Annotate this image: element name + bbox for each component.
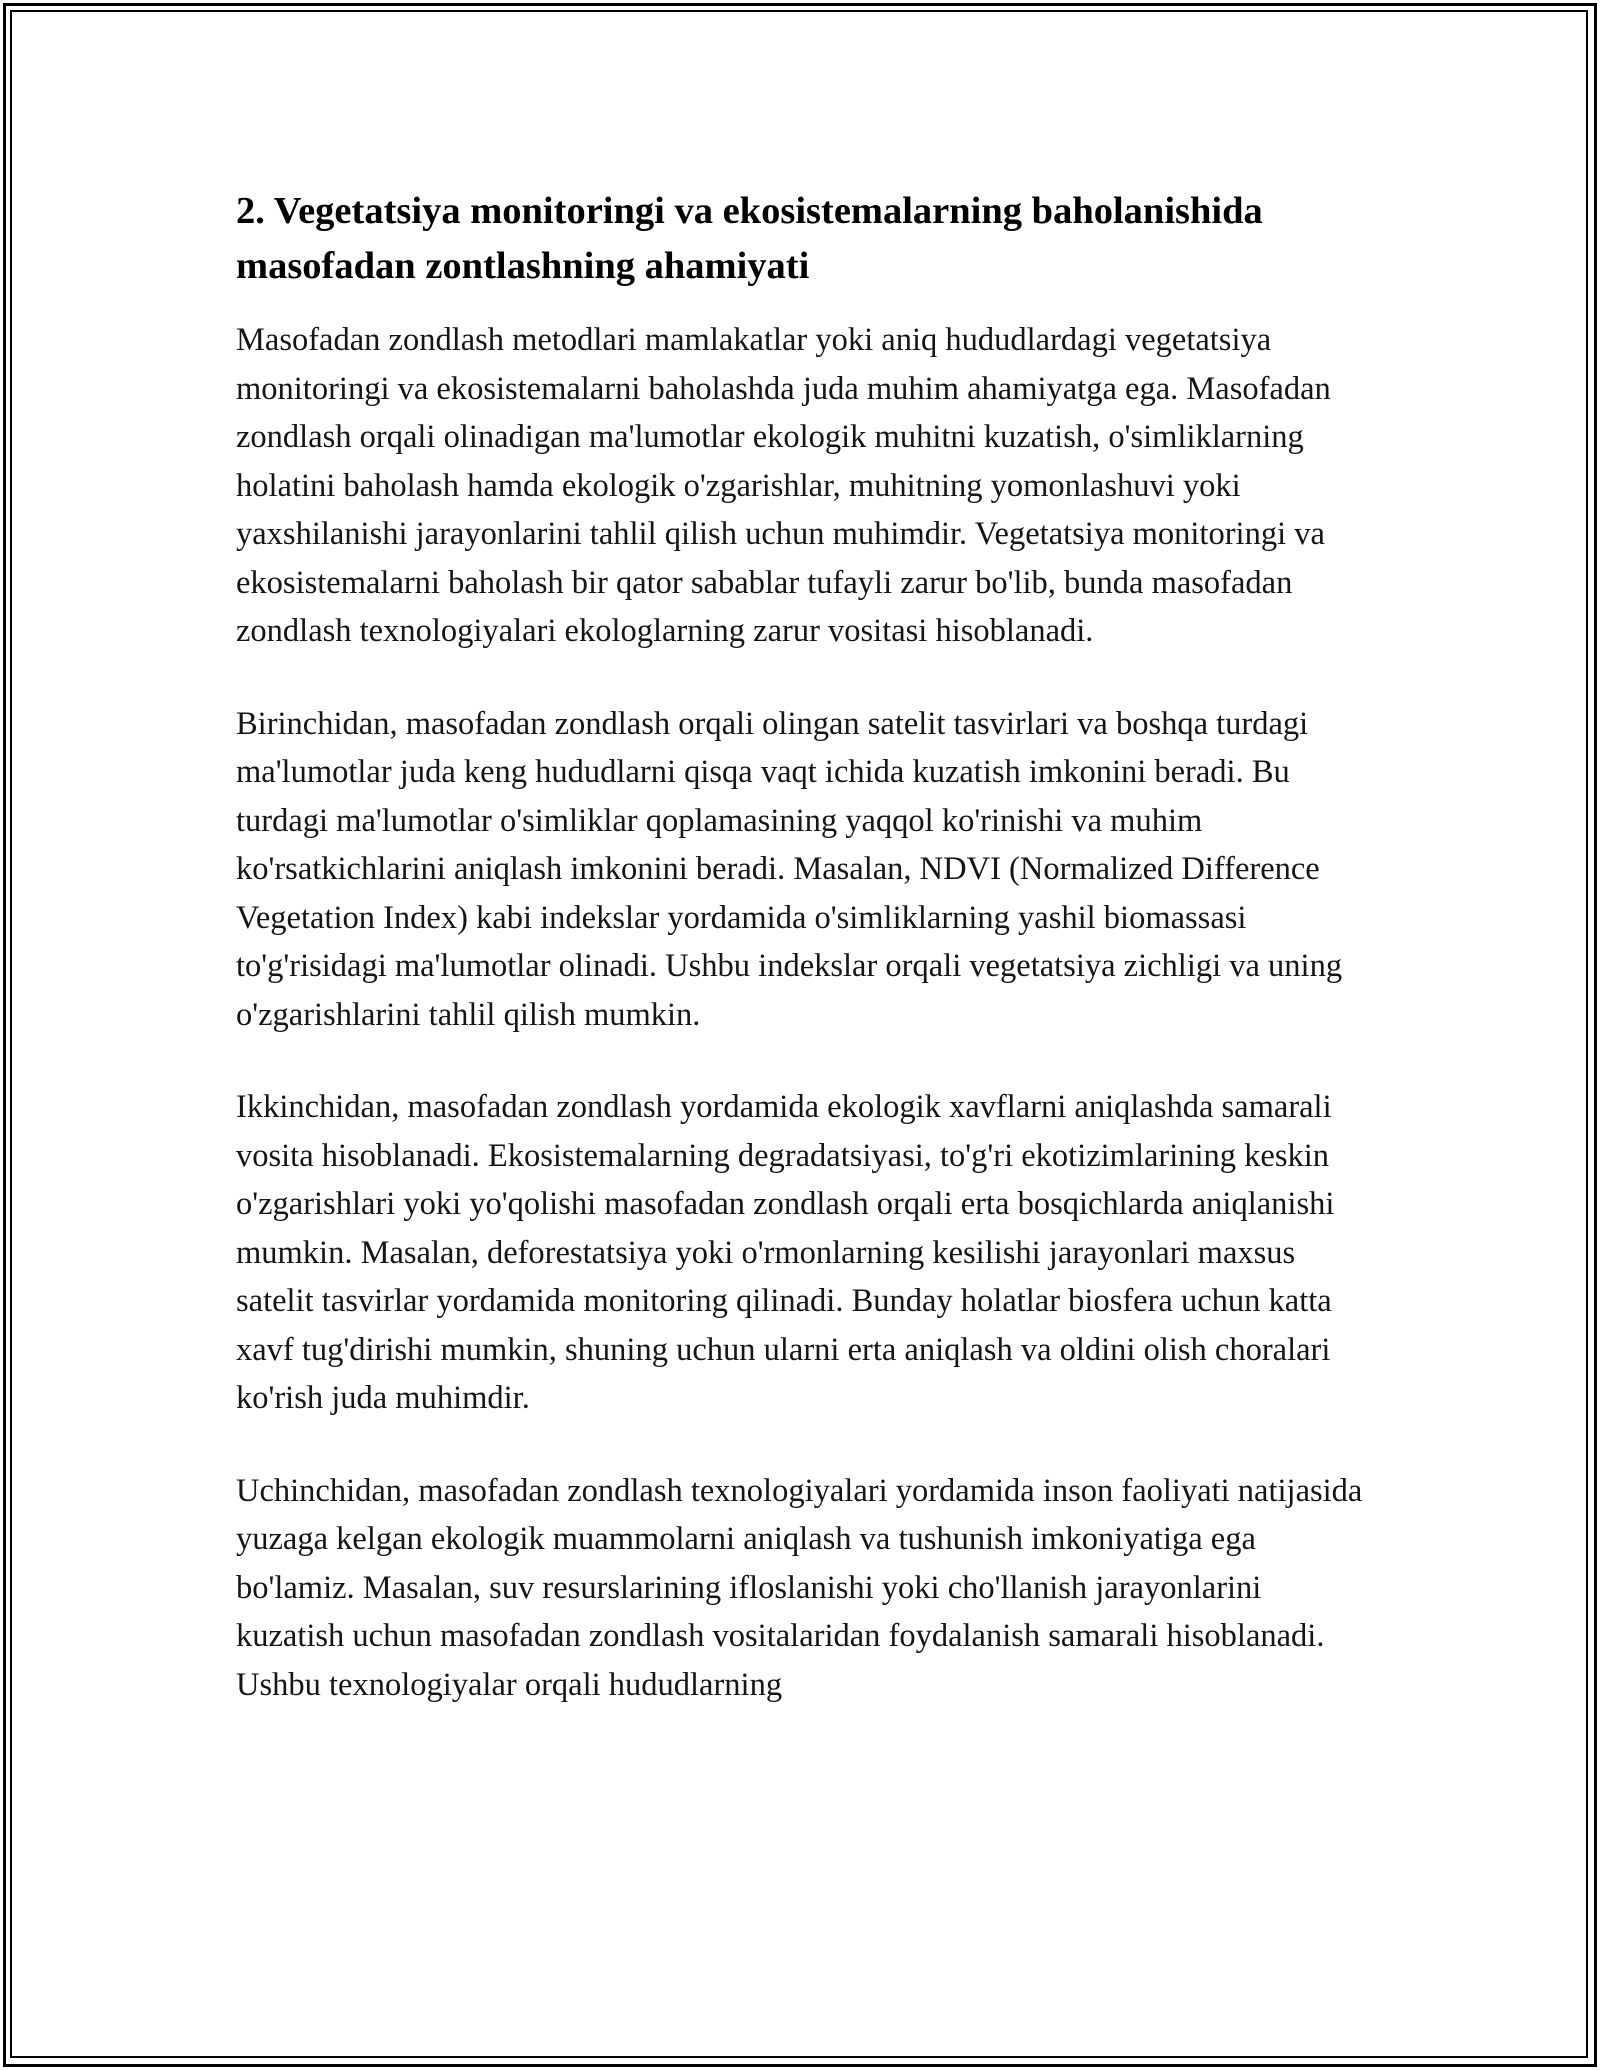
document-body <box>236 184 1376 1753</box>
paragraph-intro: Masofadan zondlash metodlari mamlakatlar yoki aniq hududlardagi vegetatsiya monitoringi va ekosistemalarni baholashda juda muhim ahamiyatga ega. Masofadan zondlash orqali olinadigan ma'lumotlar ekologik muhitni kuzatish, o'simliklarning holatini baholash hamda ekologik o'zgarishlar, muhitning yomonlashuvi yoki yaxshilanishi jarayonlarini tahlil qilish uchun muhimdir. Vegetatsiya monitoringi va ekosistemalarni baholash bir qator sabablar tufayli zarur bo'lib, bunda masofadan zondlash texnologiyalari ekologlarning zarur vositasi hisoblanadi. <box>236 322 1331 649</box>
paragraph-first-reason: Birinchidan, masofadan zondlash orqali olingan satelit tasvirlari va boshqa turdagi ma'lumotlar juda keng hududlarni qisqa vaqt ichida kuzatish imkonini beradi. Bu turdagi ma'lumotlar o'simliklar qoplamasining yaqqol ko'rinishi va muhim ko'rsatkichlarini aniqlash imkonini beradi. Masalan, NDVI (Normalized Difference Vegetation Index) kabi indekslar yordamida o'simliklarning yashil biomassasi to'g'risidagi ma'lumotlar olinadi. Ushbu indekslar orqali vegetatsiya zichligi va uning o'zgarishlarini tahlil qilish mumkin. <box>236 705 1343 1033</box>
paragraph-second-reason: Ikkinchidan, masofadan zondlash yordamida ekologik xavflarni aniqlashda samarali vosita hisoblanadi. Ekosistemalarning degradatsiyasi, to'g'ri ekotizimlarining keskin o'zgarishlari yoki yo'qolishi masofadan zondlash orqali erta bosqichlarda aniqlanishi mumkin. Masalan, deforestatsiya yoki o'rmonlarning kesilishi jarayonlari maxsus satelit tasvirlar yordamida monitoring qilinadi. Bunday holatlar biosfera uchun katta xavf tug'dirishi mumkin, shuning uchun ularni erta aniqlash va oldini olish choralari ko'rish juda muhimdir. <box>236 1089 1335 1416</box>
section-heading: 2. Vegetatsiya monitoringi va ekosistemalarning baholanishida masofadan zontlashning ahamiyati <box>236 190 1263 287</box>
paragraph-third-reason: Uchinchidan, masofadan zondlash texnologiyalari yordamida inson faoliyati natijasida yuzaga kelgan ekologik muammolarni aniqlash va tushunish imkoniyatiga ega bo'lamiz. Masalan, suv resurslarining ifloslanishi yoki cho'llanish jarayonlarini kuzatish uchun masofadan zondlash vositalaridan foydalanish samarali hisoblanadi. Ushbu texnologiyalar orqali hududlarning <box>236 1472 1363 1703</box>
